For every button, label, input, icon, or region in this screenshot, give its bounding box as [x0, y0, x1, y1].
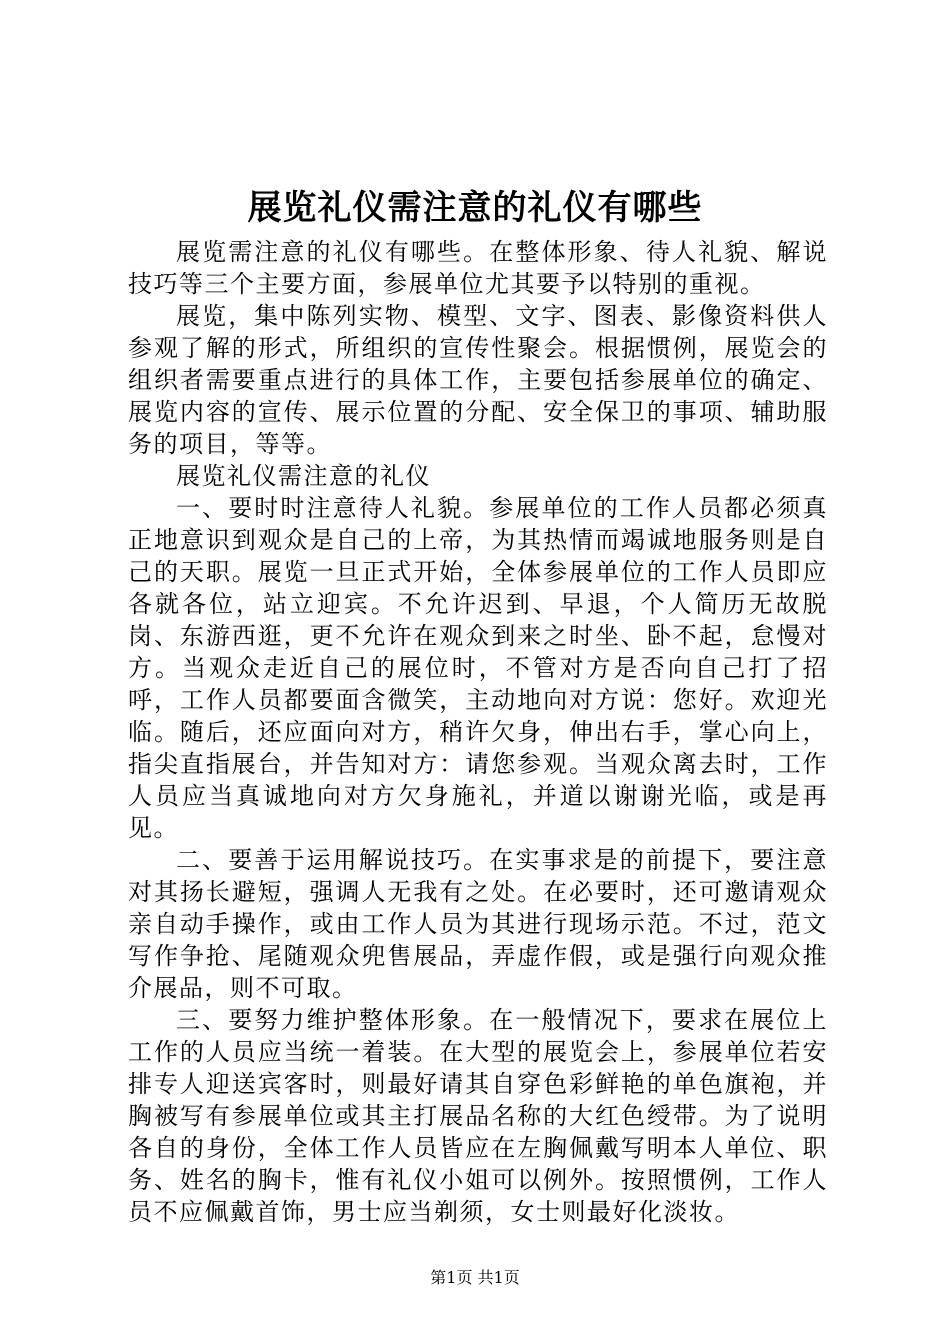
document-body	[128, 236, 828, 1228]
paragraph-point-two: 二、要善于运用解说技巧。在实事求是的前提下，要注意对其扬长避短，强调人无我有之处。在必要时，还可邀请观众亲自动手操作，或由工作人员为其进行现场示范。不过，范文写作争抢、尾随观众兜售展品，弄虚作假，或是强行向观众推介展品，则不可取。	[128, 846, 828, 1002]
paragraph-point-three: 三、要努力维护整体形象。在一般情况下，要求在展位上工作的人员应当统一着装。在大型的展览会上，参展单位若安排专人迎送宾客时，则最好请其自穿色彩鲜艳的单色旗袍，并胸被写有参展单位或其主打展品名称的大红色绶带。为了说明各自的身份，全体工作人员皆应在左胸佩戴写明本人单位、职务、姓名的胸卡，惟有礼仪小姐可以例外。按照惯例，工作人员不应佩戴首饰，男士应当剃须，女士则最好化淡妆。	[128, 1006, 828, 1226]
page-footer: 第1页 共1页	[430, 1268, 520, 1287]
paragraph-definition: 展览，集中陈列实物、模型、文字、图表、影像资料供人参观了解的形式，所组织的宣传性聚会。根据惯例，展览会的组织者需要重点进行的具体工作，主要包括参展单位的确定、展览内容的宣传、展示位置的分配、安全保卫的事项、辅助服务的项目，等等。	[128, 302, 828, 458]
document-title: 展览礼仪需注意的礼仪有哪些	[247, 188, 703, 228]
section-heading: 展览礼仪需注意的礼仪	[176, 462, 431, 490]
paragraph-intro: 展览需注意的礼仪有哪些。在整体形象、待人礼貌、解说技巧等三个主要方面，参展单位尤其要予以特别的重视。	[128, 238, 828, 298]
paragraph-point-one: 一、要时时注意待人礼貌。参展单位的工作人员都必须真正地意识到观众是自己的上帝，为其热情而竭诚地服务则是自己的天职。展览一旦正式开始，全体参展单位的工作人员即应各就各位，站立迎宾。不允许迟到、早退，个人简历无故脱岗、东游西逛，更不允许在观众到来之时坐、卧不起，怠慢对方。当观众走近自己的展位时，不管对方是否向自己打了招呼，工作人员都要面含微笑，主动地向对方说：您好。欢迎光临。随后，还应面向对方，稍许欠身，伸出右手，掌心向上，指尖直指展台，并告知对方：请您参观。当观众离去时，工作人员应当真诚地向对方欠身施礼，并道以谢谢光临，或是再见。	[128, 494, 828, 842]
